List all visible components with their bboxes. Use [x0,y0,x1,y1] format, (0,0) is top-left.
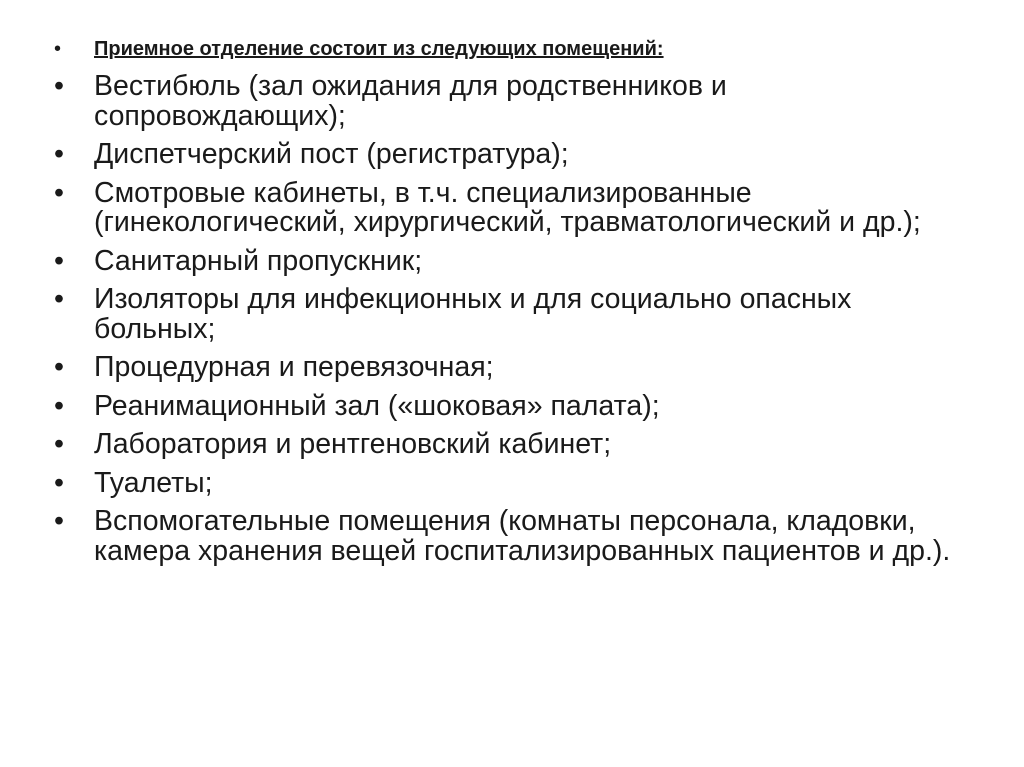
list-item-text: Санитарный пропускник; [94,244,423,277]
list-item-text: Вспомогательные помещения (комнаты персонала, кладовки, камера хранения вещей госпитализированных пациентов и др.). [94,505,951,567]
list-item [54,176,954,238]
bullet-icon: • [54,138,64,170]
list-item [54,430,954,460]
list-item [54,466,954,499]
bullet-icon: • [54,389,64,422]
list-item-text: Вестибюль (зал ожидания для родственников и сопровождающих); [94,70,727,132]
list-item [54,507,954,566]
list-item-text: Изоляторы для инфекционных и для социально опасных больных; [94,283,852,345]
bullet-icon: • [54,466,64,499]
list-item [54,285,954,344]
bullet-icon: • [54,283,64,315]
slide-heading [54,36,954,62]
list-item-text: Процедурная и перевязочная; [94,351,494,383]
list-item-text: Смотровые кабинеты, в т.ч. специализированные (гинекологический, хирургический, травматологический и др.); [94,176,921,238]
bullet-icon: • [54,505,64,537]
list-item [54,140,954,170]
heading-text: Приемное отделение состоит из следующих помещений: [94,38,664,60]
list-item-text: Туалеты; [94,466,213,499]
list-item-text: Лаборатория и рентгеновский кабинет; [94,428,612,460]
list-item-text: Реанимационный зал («шоковая» палата); [94,389,660,422]
list-item-text: Диспетчерский пост (регистратура); [94,138,569,170]
bullet-icon: • [54,176,64,209]
bullet-icon: • [54,351,64,383]
bullet-icon: • [54,428,64,460]
bullet-icon: • [54,244,64,277]
bullet-icon: • [54,38,62,60]
list-item [54,72,954,131]
list-item [54,389,954,422]
list-item [54,353,954,383]
list-item [54,244,954,277]
rooms-list [54,72,954,575]
bullet-icon: • [54,70,64,102]
